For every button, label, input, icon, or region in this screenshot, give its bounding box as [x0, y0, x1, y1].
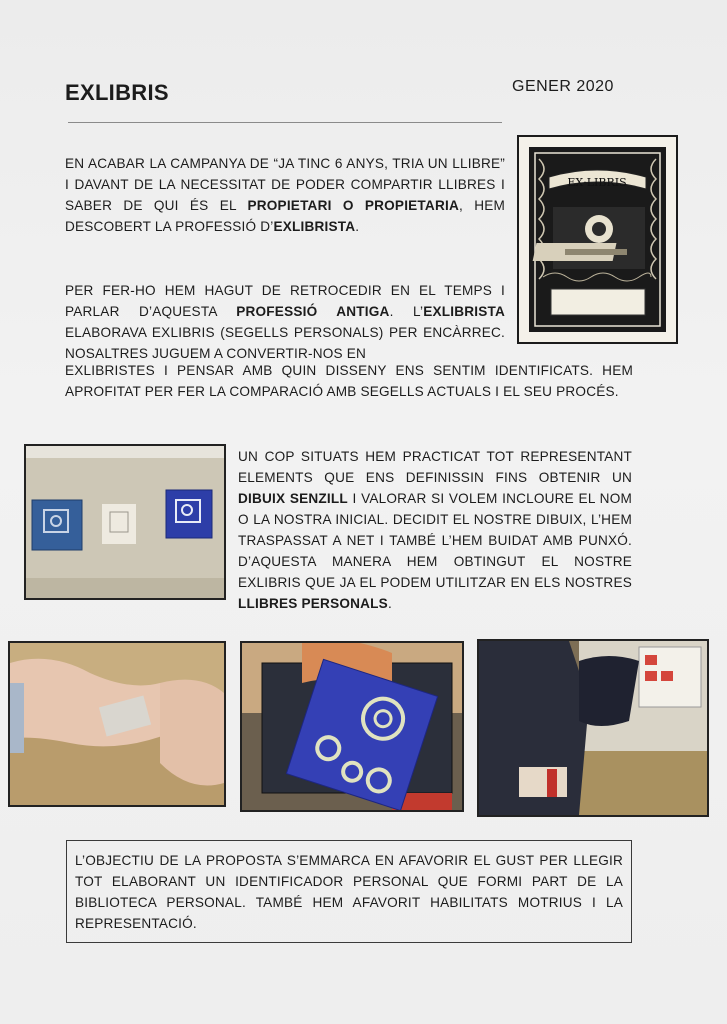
- objective-paragraph: L’OBJECTIU DE LA PROPOSTA S’EMMARCA EN AFAVORIR EL GUST PER LLEGIR TOT ELABORANT UN IDENTIFICADOR PERSONAL QUE FORMI PART DE LA BIBLIOTECA PERSONAL. TAMBÉ HEM AFAVORIT HABILITATS MOTRIUS I LA REPRESENTACIÓ.: [75, 853, 623, 931]
- intro-text-1: EN ACABAR LA CAMPANYA DE “JA TINC 6 ANYS, TRIA UN LLIBRE” I DAVANT DE LA NECESSITAT DE PODER COMPARTIR LLIBRES I SABER DE QUI ÉS EL: [65, 156, 505, 213]
- process-bold-dibuix: DIBUIX SENZILL: [238, 491, 348, 506]
- intro-paragraph: [65, 153, 505, 237]
- history-bold-professio: PROFESSIÓ ANTIGA: [236, 304, 390, 319]
- history-text-3: ELABORAVA EXLIBRIS (SEGELLS PERSONALS) PER ENCÀRREC. NOSALTRES JUGUEM A CONVERTIR-NOS EN: [65, 325, 505, 361]
- stamps-comparison-photo: [24, 444, 226, 600]
- process-text-3: .: [387, 596, 392, 611]
- intro-bold-owner: PROPIETARI O PROPIETARIA: [247, 198, 459, 213]
- photo-blue-stamp: [240, 641, 464, 812]
- intro-text-2: , HEM DESCOBERT LA PROFESSIÓ D’: [65, 198, 506, 234]
- intro-bold-exlibrista: EXLIBRISTA: [273, 219, 356, 234]
- process-bold-llibres: LLIBRES PERSONALS: [238, 596, 388, 611]
- photo-classroom: [477, 639, 709, 817]
- exlibris-label: EX·LIBRIS: [567, 176, 627, 189]
- page-title: EXLIBRIS: [65, 80, 169, 105]
- history-paragraph-bottom: [65, 360, 633, 402]
- process-text-2: I VALORAR SI VOLEM INCLOURE EL NOM O LA NOSTRA INICIAL. DECIDIT EL NOSTRE DIBUIX, L’HEM TRASPASSAT A NET I TAMBÉ L’HEM BUIDAT AMB PUNXÓ. D’AQUESTA MANERA HEM OBTINGUT EL NOSTRE EXLIBRIS QUE JA EL PODEM UTILITZAR EN ELS NOSTRES: [238, 491, 632, 590]
- history-paragraph-top: [65, 280, 505, 364]
- history-text-2: . L’: [389, 304, 424, 319]
- intro-text-3: .: [355, 219, 360, 234]
- objective-box: [66, 840, 632, 943]
- exlibris-engraving-image: [517, 135, 678, 344]
- page-date: GENER 2020: [512, 78, 614, 95]
- process-text-1: UN COP SITUATS HEM PRACTICAT TOT REPRESENTANT ELEMENTS QUE ENS DEFINISSIN FINS OBTENIR UN: [238, 449, 632, 485]
- photo-hands-working: [8, 641, 226, 807]
- process-paragraph: [238, 446, 632, 614]
- history-text-1: PER FER-HO HEM HAGUT DE RETROCEDIR EN EL TEMPS I PARLAR D’AQUESTA: [65, 283, 505, 319]
- title-divider: [68, 122, 502, 123]
- history-bold-exlibrista: EXLIBRISTA: [423, 304, 506, 319]
- history-text-4: EXLIBRISTES I PENSAR AMB QUIN DISSENY ENS SENTIM IDENTIFICATS. HEM APROFITAT PER FER LA COMPARACIÓ AMB SEGELLS ACTUALS I EL SEU PROCÉS.: [65, 363, 633, 399]
